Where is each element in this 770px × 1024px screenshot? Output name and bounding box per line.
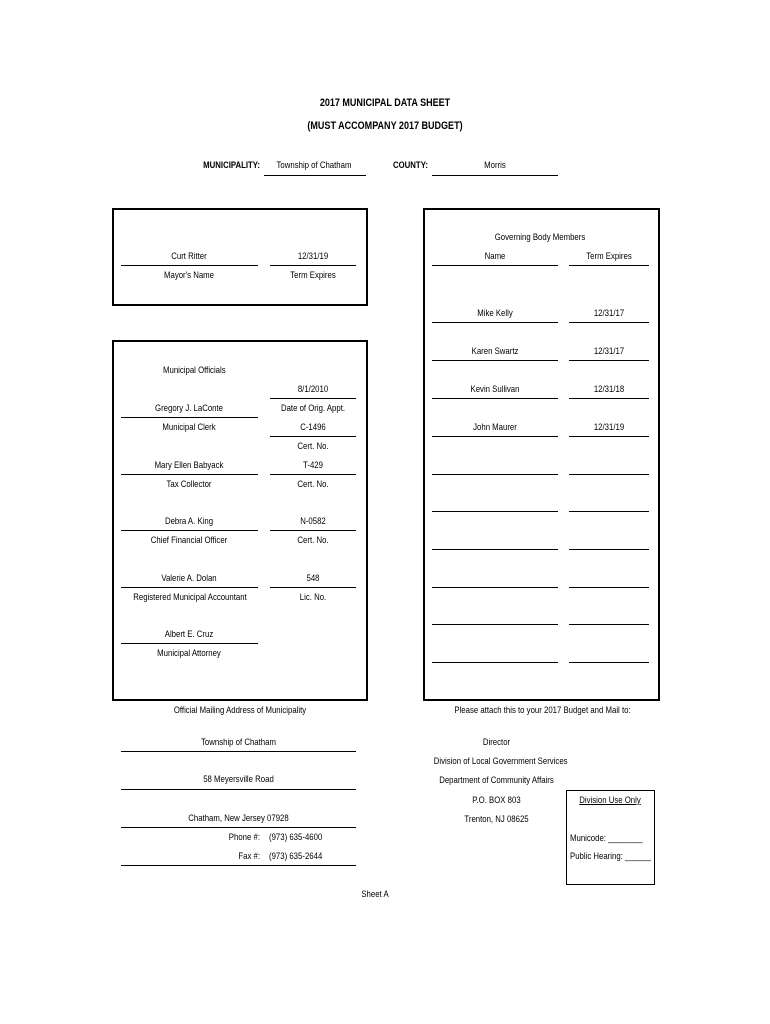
clerk-title: Municipal Clerk <box>162 422 216 433</box>
member-empty-term-line[interactable] <box>569 474 649 475</box>
accountant-name[interactable]: Valerie A. Dolan <box>161 573 217 584</box>
cfo-title: Chief Financial Officer <box>150 535 228 546</box>
county-label: COUNTY: <box>393 160 428 171</box>
member-empty-name-line[interactable] <box>432 624 558 625</box>
member-empty-term-line[interactable] <box>569 624 649 625</box>
accountant-title: Registered Municipal Accountant <box>133 592 247 603</box>
member-line <box>569 398 649 399</box>
member-line <box>432 398 558 399</box>
division-municode: Municode: ________ <box>570 833 643 844</box>
accountant-license[interactable]: 548 <box>306 573 320 584</box>
governing-header-underline-name <box>432 265 558 266</box>
clerk-date-caption: Date of Orig. Appt. <box>280 403 346 414</box>
member-name[interactable]: Kevin Sullivan <box>470 384 520 395</box>
tax-collector-title: Tax Collector <box>166 479 212 490</box>
send-to-line-1: Director <box>482 737 511 748</box>
send-to-line-5: Trenton, NJ 08625 <box>464 814 529 825</box>
governing-col-term: Term Expires <box>586 251 632 262</box>
member-term[interactable]: 12/31/17 <box>593 346 625 357</box>
municipality-value[interactable]: Township of Chatham <box>276 160 352 171</box>
page-subtitle: (MUST ACCOMPANY 2017 BUDGET) <box>307 120 463 132</box>
member-empty-name-line[interactable] <box>432 511 558 512</box>
clerk-name-underline <box>121 417 258 418</box>
governing-col-name: Name <box>484 251 506 262</box>
member-term[interactable]: 12/31/17 <box>593 308 625 319</box>
mailing-bottom-underline <box>121 865 356 866</box>
fax-label: Fax #: <box>238 851 260 862</box>
clerk-date-underline <box>270 398 356 399</box>
municipality-underline <box>264 175 366 176</box>
cfo-name-underline <box>121 530 258 531</box>
mailing-heading: Official Mailing Address of Municipality <box>173 705 307 716</box>
member-line <box>432 322 558 323</box>
mailing-line-3[interactable]: Chatham, New Jersey 07928 <box>188 813 289 824</box>
send-to-heading: Please attach this to your 2017 Budget and Mail to: <box>454 705 631 716</box>
send-to-line-2: Division of Local Government Services <box>433 756 568 767</box>
page-title: 2017 MUNICIPAL DATA SHEET <box>319 97 451 109</box>
cfo-cert-caption: Cert. No. <box>297 535 329 546</box>
member-term[interactable]: 12/31/19 <box>593 422 625 433</box>
member-name[interactable]: Mike Kelly <box>477 308 513 319</box>
county-value[interactable]: Morris <box>484 160 506 171</box>
member-empty-name-line[interactable] <box>432 587 558 588</box>
division-public-hearing: Public Hearing: ______ <box>570 851 651 862</box>
mailing-line-2-underline <box>121 789 356 790</box>
mayor-term-underline <box>270 265 356 266</box>
tax-collector-name[interactable]: Mary Ellen Babyack <box>154 460 224 471</box>
cfo-cert[interactable]: N-0582 <box>300 516 326 527</box>
accountant-name-underline <box>121 587 258 588</box>
member-empty-name-line[interactable] <box>432 474 558 475</box>
member-empty-name-line[interactable] <box>432 549 558 550</box>
tax-collector-cert[interactable]: T-429 <box>303 460 323 471</box>
clerk-name[interactable]: Gregory J. LaConte <box>155 403 223 414</box>
governing-header-underline-term <box>569 265 649 266</box>
mayor-term[interactable]: 12/31/19 <box>297 251 329 262</box>
division-use-title: Division Use Only <box>579 795 641 806</box>
member-empty-name-line[interactable] <box>432 662 558 663</box>
mayor-name-caption: Mayor's Name <box>164 270 214 281</box>
phone-label: Phone #: <box>228 832 260 843</box>
member-empty-term-line[interactable] <box>569 511 649 512</box>
send-to-line-4: P.O. BOX 803 <box>472 795 521 806</box>
cfo-name[interactable]: Debra A. King <box>164 516 214 527</box>
member-line <box>432 436 558 437</box>
mailing-line-1[interactable]: Township of Chatham <box>201 737 276 748</box>
governing-heading: Governing Body Members <box>494 232 586 243</box>
clerk-appointment-date[interactable]: 8/1/2010 <box>297 384 329 395</box>
mayor-term-caption: Term Expires <box>290 270 336 281</box>
cfo-cert-underline <box>270 530 356 531</box>
accountant-license-caption: Lic. No. <box>299 592 327 603</box>
attorney-title: Municipal Attorney <box>157 648 221 659</box>
member-empty-term-line[interactable] <box>569 549 649 550</box>
member-empty-term-line[interactable] <box>569 662 649 663</box>
tax-name-underline <box>121 474 258 475</box>
member-name[interactable]: John Maurer <box>473 422 517 433</box>
attorney-name-underline <box>121 643 258 644</box>
municipality-label: MUNICIPALITY: <box>203 160 260 171</box>
fax-value[interactable]: (973) 635-2644 <box>269 851 323 862</box>
mailing-line-2[interactable]: 58 Meyersville Road <box>203 774 274 785</box>
accountant-license-underline <box>270 587 356 588</box>
member-term[interactable]: 12/31/18 <box>593 384 625 395</box>
tax-cert-underline <box>270 474 356 475</box>
clerk-cert-caption: Cert. No. <box>297 441 329 452</box>
officials-heading: Municipal Officials <box>163 365 226 376</box>
attorney-name[interactable]: Albert E. Cruz <box>164 629 214 640</box>
member-line <box>569 322 649 323</box>
clerk-cert-underline <box>270 436 356 437</box>
member-line <box>432 360 558 361</box>
tax-cert-caption: Cert. No. <box>297 479 329 490</box>
member-name[interactable]: Karen Swartz <box>471 346 519 357</box>
sheet-label: Sheet A <box>361 889 389 900</box>
send-to-line-3: Department of Community Affairs <box>439 775 554 786</box>
mailing-line-1-underline <box>121 751 356 752</box>
mayor-name-underline <box>121 265 258 266</box>
phone-value[interactable]: (973) 635-4600 <box>269 832 323 843</box>
mailing-line-3-underline <box>121 827 356 828</box>
member-line <box>569 360 649 361</box>
member-line <box>569 436 649 437</box>
county-underline <box>432 175 558 176</box>
governing-body-box <box>423 208 660 701</box>
mayor-name[interactable]: Curt Ritter <box>171 251 207 262</box>
member-empty-term-line[interactable] <box>569 587 649 588</box>
clerk-cert-number[interactable]: C-1496 <box>300 422 326 433</box>
